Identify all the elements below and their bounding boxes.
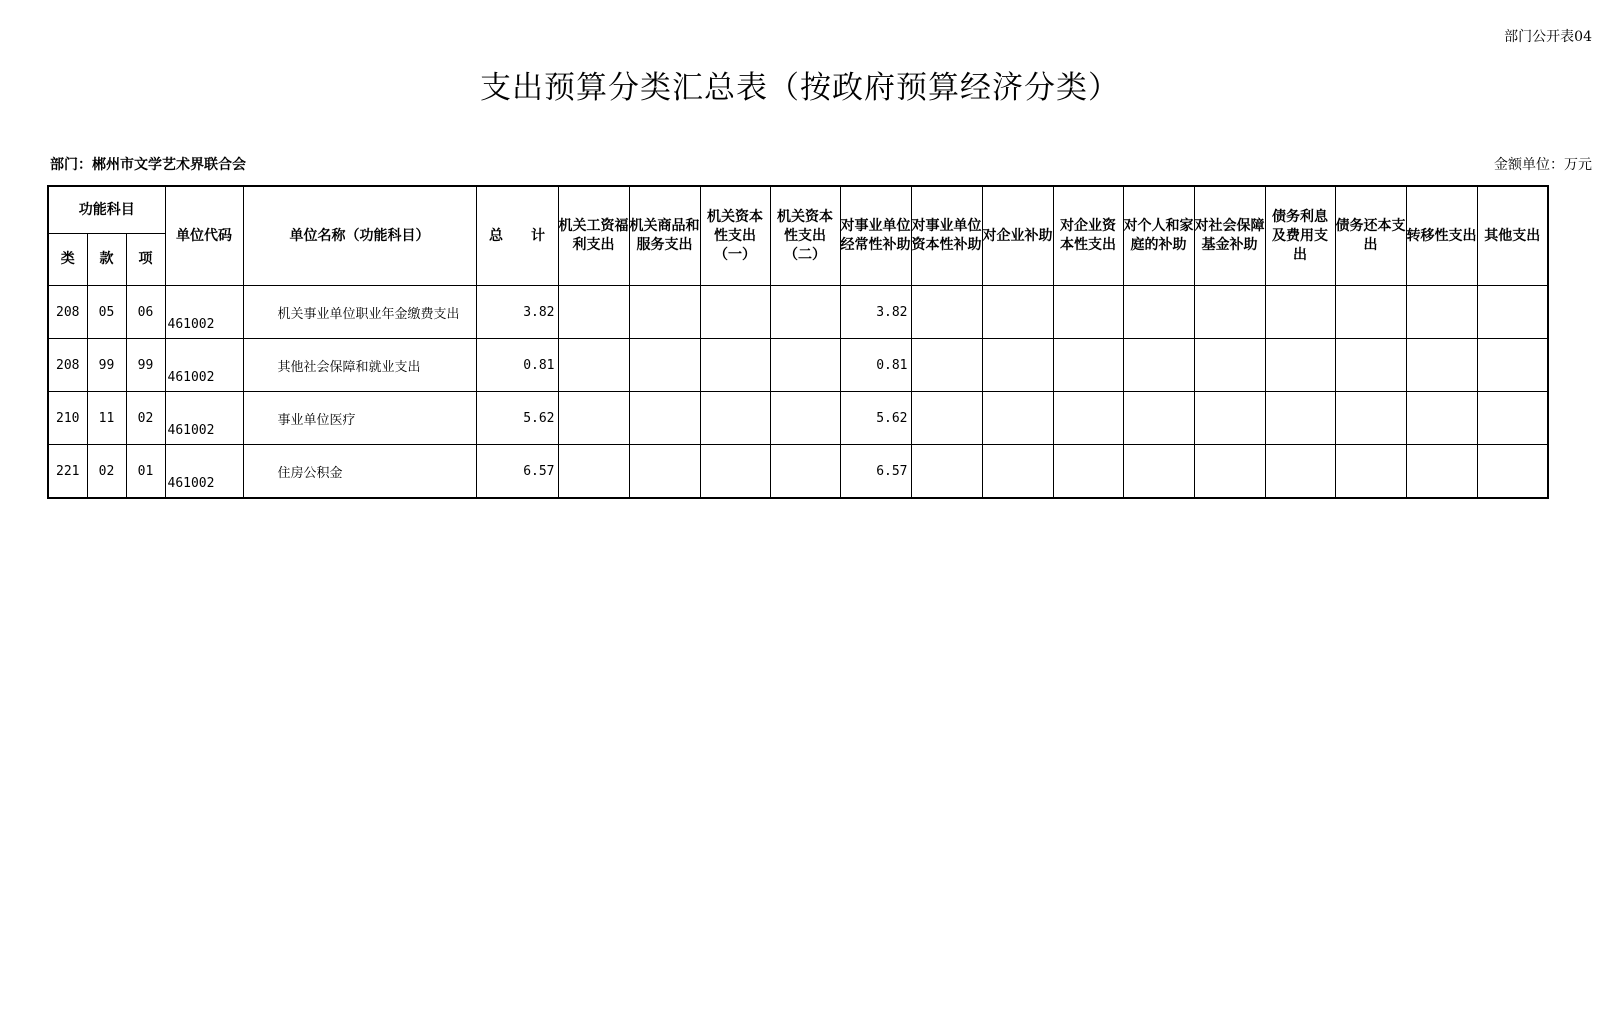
cell-col-3 — [700, 445, 770, 499]
cell-col-12 — [1335, 392, 1406, 445]
header-col-3: 机关资本性支出（一） — [700, 186, 770, 286]
header-unit-name: 单位名称（功能科目） — [243, 186, 476, 286]
header-col-11: 债务利息及费用支出 — [1265, 186, 1335, 286]
cell-col-5: 5.62 — [840, 392, 911, 445]
header-col-5: 对事业单位经常性补助 — [840, 186, 911, 286]
cell-xiang: 99 — [126, 339, 165, 392]
header-kuan: 款 — [87, 234, 126, 286]
header-col-7: 对企业补助 — [982, 186, 1053, 286]
cell-col-14 — [1477, 339, 1548, 392]
cell-col-4 — [770, 286, 840, 339]
table-row — [48, 286, 1548, 339]
header-col-12: 债务还本支出 — [1335, 186, 1406, 286]
cell-col-11 — [1265, 286, 1335, 339]
cell-col-8 — [1053, 286, 1123, 339]
cell-col-5: 3.82 — [840, 286, 911, 339]
cell-lei: 221 — [48, 445, 87, 499]
cell-col-3 — [700, 286, 770, 339]
cell-unit-code: 461002 — [165, 392, 243, 445]
header-col-13: 转移性支出 — [1406, 186, 1477, 286]
cell-col-1 — [558, 286, 629, 339]
header-xiang: 项 — [126, 234, 165, 286]
cell-xiang: 02 — [126, 392, 165, 445]
cell-unit-code: 461002 — [165, 286, 243, 339]
cell-col-4 — [770, 392, 840, 445]
cell-kuan: 05 — [87, 286, 126, 339]
cell-col-12 — [1335, 286, 1406, 339]
cell-col-12 — [1335, 445, 1406, 499]
cell-col-8 — [1053, 392, 1123, 445]
cell-unit-code: 461002 — [165, 339, 243, 392]
cell-col-10 — [1194, 286, 1265, 339]
cell-col-6 — [911, 339, 982, 392]
header-col-4: 机关资本性支出（二） — [770, 186, 840, 286]
cell-col-3 — [700, 339, 770, 392]
cell-col-2 — [629, 392, 700, 445]
cell-col-10 — [1194, 445, 1265, 499]
cell-col-11 — [1265, 445, 1335, 499]
cell-col-13 — [1406, 339, 1477, 392]
page-title: 支出预算分类汇总表（按政府预算经济分类） — [480, 70, 1120, 106]
cell-col-13 — [1406, 445, 1477, 499]
cell-total: 6.57 — [476, 445, 558, 499]
header-col-2: 机关商品和服务支出 — [629, 186, 700, 286]
cell-col-5: 6.57 — [840, 445, 911, 499]
cell-col-3 — [700, 392, 770, 445]
cell-col-8 — [1053, 445, 1123, 499]
cell-col-5: 0.81 — [840, 339, 911, 392]
cell-kuan: 99 — [87, 339, 126, 392]
cell-total: 5.62 — [476, 392, 558, 445]
table-row — [48, 392, 1548, 445]
cell-lei: 208 — [48, 286, 87, 339]
cell-unit-name: 其他社会保障和就业支出 — [243, 339, 476, 392]
header-col-10: 对社会保障基金补助 — [1194, 186, 1265, 286]
cell-col-4 — [770, 445, 840, 499]
form-code: 部门公开表04 — [1504, 29, 1592, 45]
department-label: 部门：郴州市文学艺术界联合会 — [50, 157, 246, 173]
cell-xiang: 06 — [126, 286, 165, 339]
cell-col-9 — [1123, 339, 1194, 392]
cell-unit-name: 机关事业单位职业年金缴费支出 — [243, 286, 476, 339]
cell-col-1 — [558, 445, 629, 499]
header-col-1: 机关工资福利支出 — [558, 186, 629, 286]
cell-col-13 — [1406, 392, 1477, 445]
cell-col-4 — [770, 339, 840, 392]
cell-col-1 — [558, 392, 629, 445]
header-unit-code: 单位代码 — [165, 186, 243, 286]
header-col-14: 其他支出 — [1477, 186, 1548, 286]
cell-col-11 — [1265, 392, 1335, 445]
cell-lei: 210 — [48, 392, 87, 445]
cell-col-11 — [1265, 339, 1335, 392]
header-col-8: 对企业资本性支出 — [1053, 186, 1123, 286]
cell-col-7 — [982, 339, 1053, 392]
header-col-6: 对事业单位资本性补助 — [911, 186, 982, 286]
cell-total: 3.82 — [476, 286, 558, 339]
cell-col-13 — [1406, 286, 1477, 339]
header-func-subject: 功能科目 — [48, 186, 165, 234]
cell-col-9 — [1123, 392, 1194, 445]
cell-kuan: 11 — [87, 392, 126, 445]
cell-lei: 208 — [48, 339, 87, 392]
cell-col-14 — [1477, 445, 1548, 499]
cell-col-7 — [982, 392, 1053, 445]
header-total: 总 计 — [476, 186, 558, 286]
cell-col-7 — [982, 286, 1053, 339]
cell-col-14 — [1477, 286, 1548, 339]
header-col-9: 对个人和家庭的补助 — [1123, 186, 1194, 286]
cell-col-2 — [629, 286, 700, 339]
cell-col-8 — [1053, 339, 1123, 392]
cell-col-10 — [1194, 339, 1265, 392]
cell-col-9 — [1123, 286, 1194, 339]
cell-unit-name: 事业单位医疗 — [243, 392, 476, 445]
cell-col-7 — [982, 445, 1053, 499]
cell-col-1 — [558, 339, 629, 392]
amount-unit-label: 金额单位：万元 — [1494, 157, 1592, 173]
header-lei: 类 — [48, 234, 87, 286]
cell-col-6 — [911, 392, 982, 445]
table-row — [48, 339, 1548, 392]
cell-col-6 — [911, 286, 982, 339]
cell-col-2 — [629, 445, 700, 499]
cell-col-12 — [1335, 339, 1406, 392]
cell-col-2 — [629, 339, 700, 392]
cell-unit-code: 461002 — [165, 445, 243, 499]
budget-table — [47, 185, 1549, 499]
cell-kuan: 02 — [87, 445, 126, 499]
cell-col-6 — [911, 445, 982, 499]
cell-col-10 — [1194, 392, 1265, 445]
table-row — [48, 445, 1548, 499]
cell-col-9 — [1123, 445, 1194, 499]
cell-col-14 — [1477, 392, 1548, 445]
cell-unit-name: 住房公积金 — [243, 445, 476, 499]
cell-xiang: 01 — [126, 445, 165, 499]
cell-total: 0.81 — [476, 339, 558, 392]
